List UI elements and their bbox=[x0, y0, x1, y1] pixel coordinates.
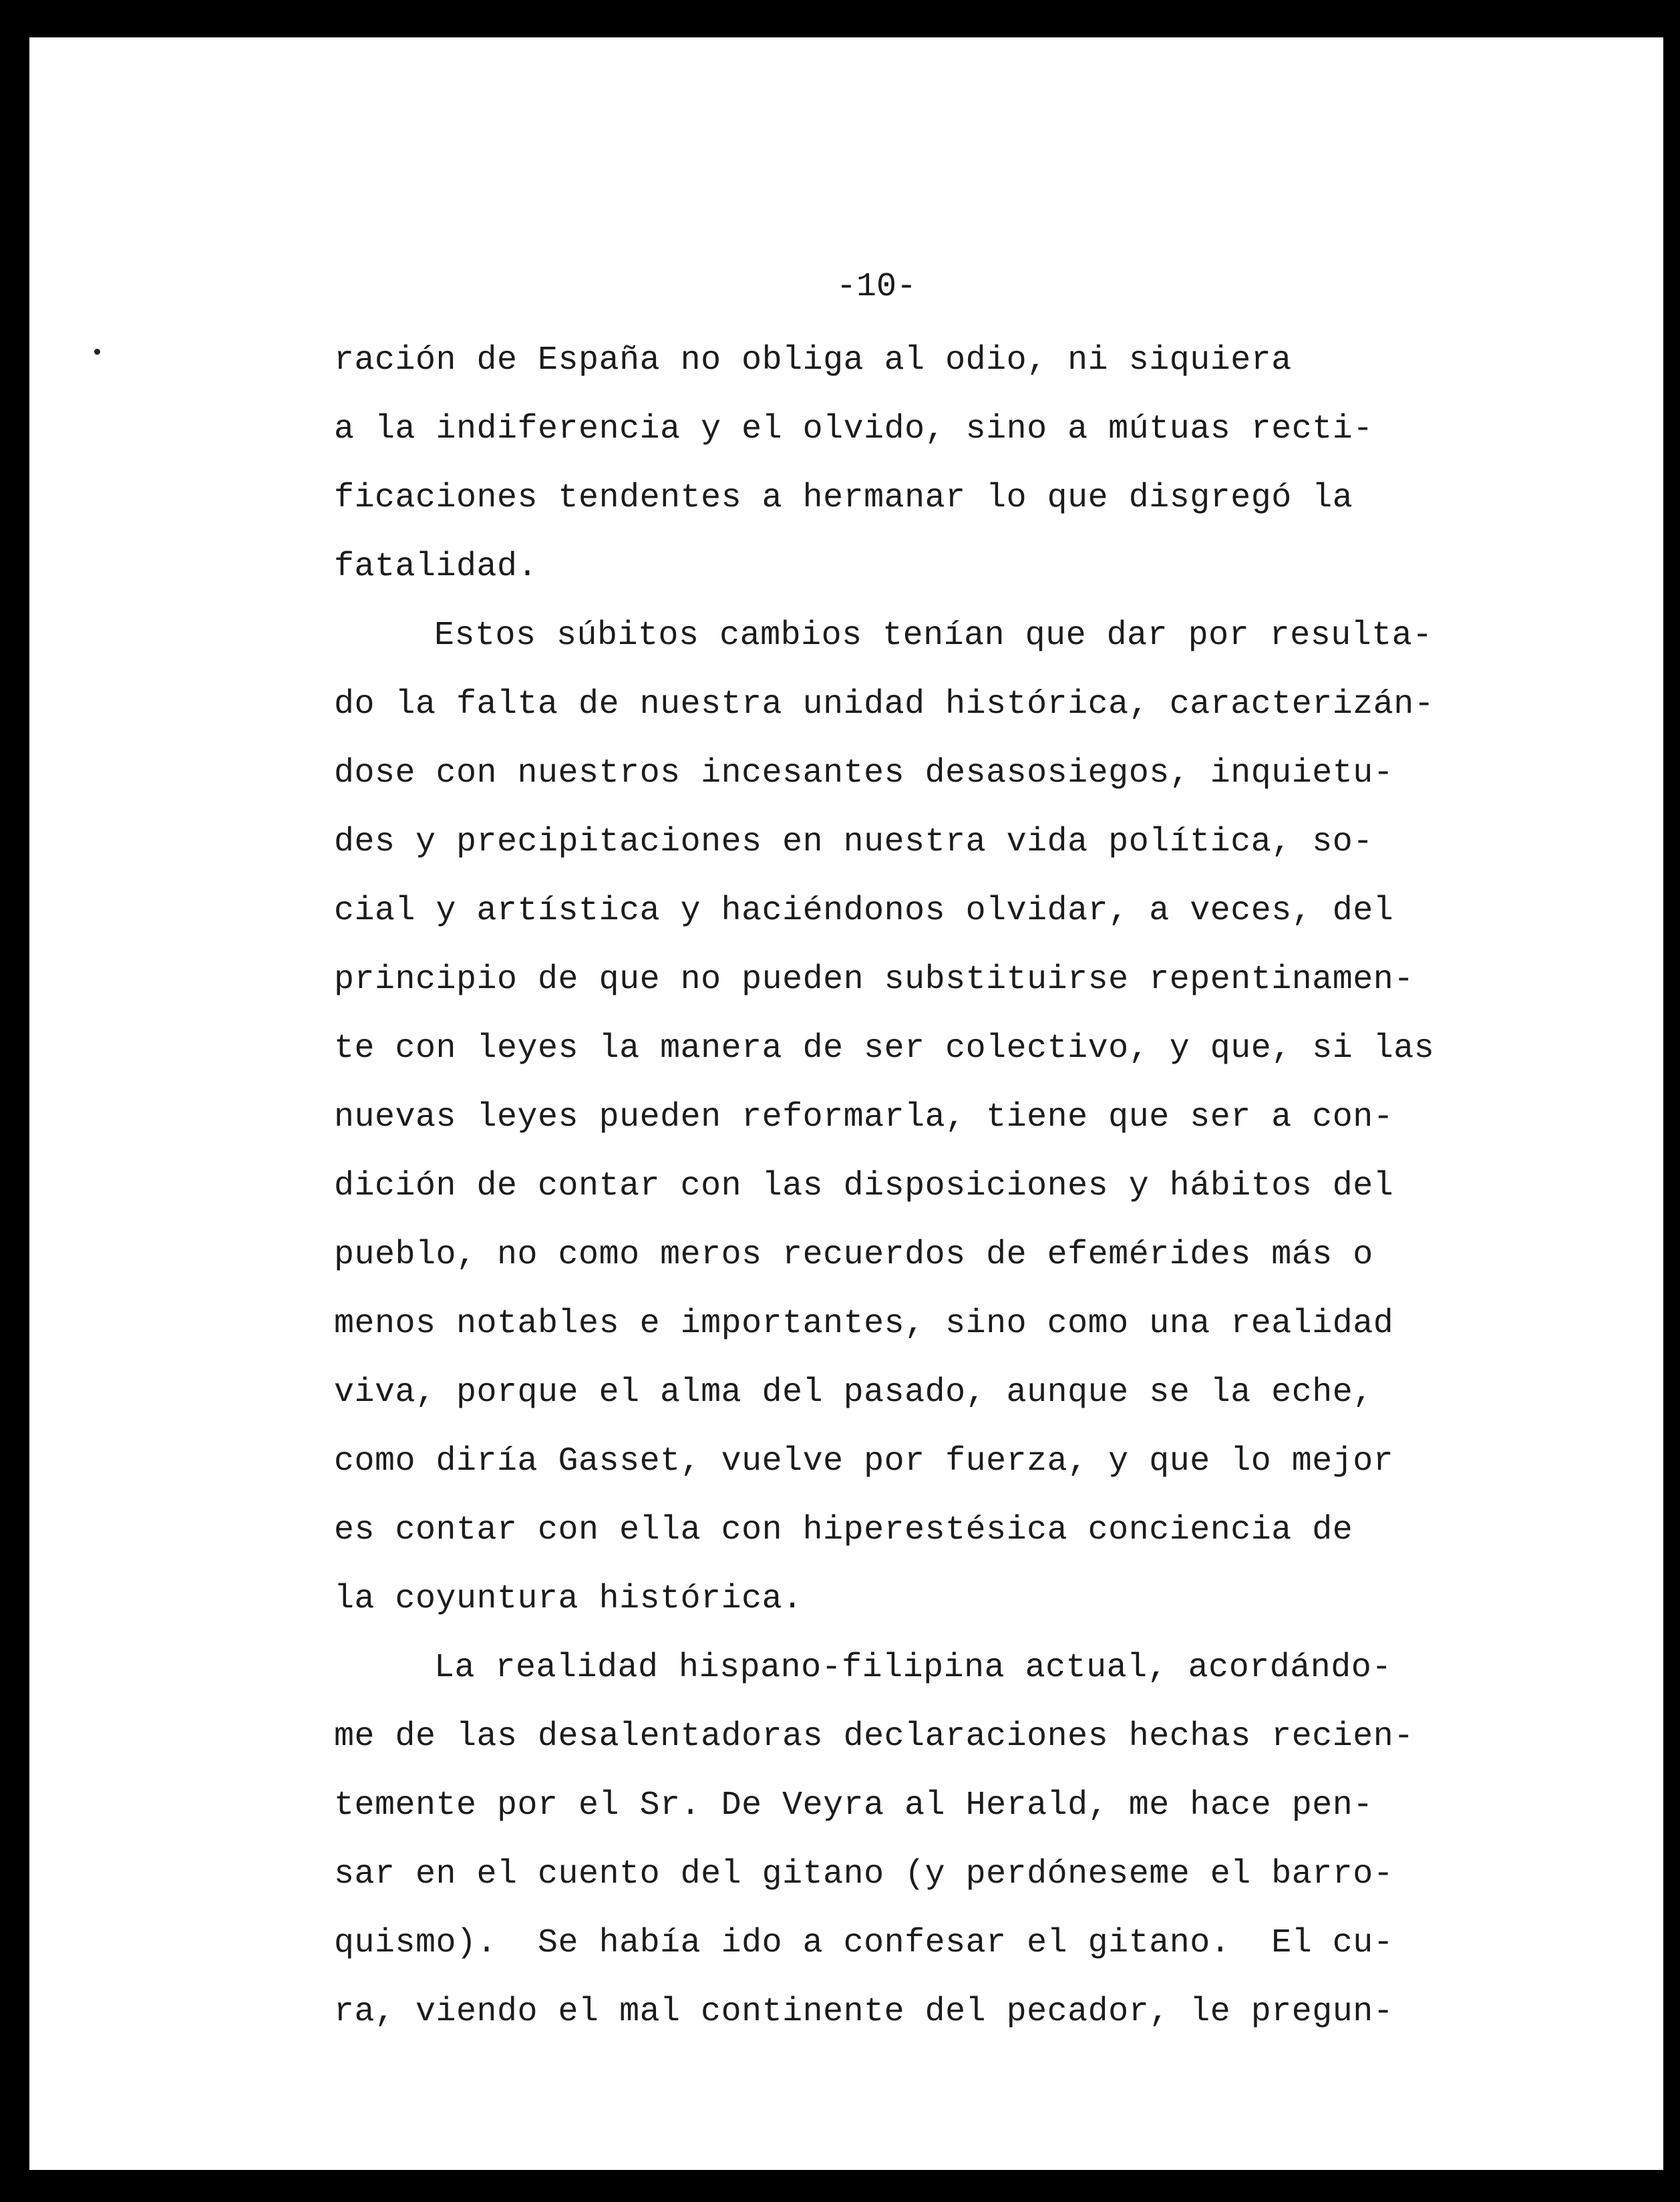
paragraph-start-line: Estos súbitos cambios tenían que dar por resulta- bbox=[434, 617, 1433, 655]
text-line: pueblo, no como meros recuerdos de efemérides más o bbox=[334, 1236, 1373, 1274]
text-line: a la indiferencia y el olvido, sino a mútuas recti- bbox=[334, 410, 1373, 448]
text-line: dición de contar con las disposiciones y hábitos del bbox=[334, 1167, 1394, 1205]
paragraph-start-line: La realidad hispano-filipina actual, acordándo- bbox=[434, 1649, 1392, 1687]
text-line: me de las desalentadoras declaraciones hechas recien- bbox=[334, 1718, 1414, 1756]
body-text bbox=[334, 326, 1536, 2046]
text-line: ficaciones tendentes a hermanar lo que disgregó la bbox=[334, 479, 1353, 517]
text-line: como diría Gasset, vuelve por fuerza, y que lo mejor bbox=[334, 1442, 1394, 1480]
text-line: do la falta de nuestra unidad histórica, caracterizán- bbox=[334, 685, 1435, 724]
text-line: temente por el Sr. De Veyra al Herald, me hace pen- bbox=[334, 1786, 1373, 1825]
text-line: principio de que no pueden substituirse repentinamen- bbox=[334, 961, 1414, 999]
scan-speck bbox=[94, 349, 100, 355]
text-line: viva, porque el alma del pasado, aunque se la eche, bbox=[334, 1374, 1373, 1412]
text-line: des y precipitaciones en nuestra vida política, so- bbox=[334, 823, 1373, 861]
text-line: sar en el cuento del gitano (y perdóneseme el barro- bbox=[334, 1855, 1394, 1893]
text-line: fatalidad. bbox=[334, 548, 538, 586]
text-line: ración de España no obliga al odio, ni siquiera bbox=[334, 341, 1292, 379]
text-line: dose con nuestros incesantes desasosiegos, inquietu- bbox=[334, 754, 1394, 792]
text-line: nuevas leyes pueden reformarla, tiene que ser a con- bbox=[334, 1098, 1394, 1136]
text-line: cial y artística y haciéndonos olvidar, a veces, del bbox=[334, 892, 1394, 930]
text-line: es contar con ella con hiperestésica conciencia de bbox=[334, 1511, 1353, 1549]
text-line: te con leyes la manera de ser colectivo, y que, si las bbox=[334, 1030, 1435, 1068]
document-page bbox=[29, 37, 1663, 2170]
page-number: -10- bbox=[836, 268, 917, 306]
text-line: ra, viendo el mal continente del pecador, le pregun- bbox=[334, 1993, 1394, 2031]
text-line: quismo). Se había ido a confesar el gitano. El cu- bbox=[334, 1924, 1394, 1962]
text-line: menos notables e importantes, sino como una realidad bbox=[334, 1305, 1394, 1343]
text-line: la coyuntura histórica. bbox=[334, 1580, 803, 1618]
